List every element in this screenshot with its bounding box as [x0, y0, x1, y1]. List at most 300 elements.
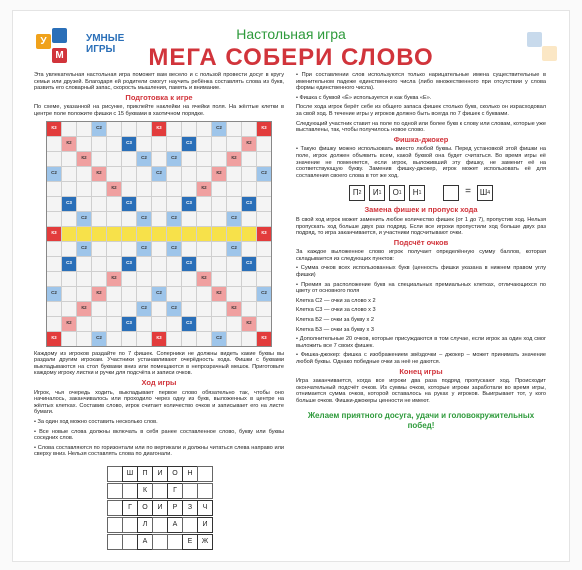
empty-slot [122, 517, 138, 533]
board-cell [227, 287, 241, 301]
tile-value: 2 [358, 190, 362, 197]
spacer [429, 185, 439, 201]
board-cell [107, 257, 121, 271]
board-cell [167, 317, 181, 331]
board-cell [197, 257, 211, 271]
bonus-cell-s2: С2 [227, 242, 241, 256]
empty-slot [107, 483, 123, 499]
board-cell [212, 317, 226, 331]
logo-cube-m: М [52, 48, 67, 63]
example-tile [349, 185, 365, 201]
board-cell [197, 242, 211, 256]
bonus-cell-k2: К2 [197, 272, 211, 286]
bonus-cell-k3: К3 [152, 122, 166, 136]
board-cell [152, 317, 166, 331]
board-cell [77, 182, 91, 196]
board-cell [197, 317, 211, 331]
letter-tile: Р [167, 500, 183, 516]
board-cell [107, 242, 121, 256]
center-cell [92, 227, 106, 241]
bonus-c2: Клетка С2 — очки за слово х 2 [296, 297, 376, 304]
board-cell [77, 137, 91, 151]
board-cell [107, 197, 121, 211]
bonus-cell-s3: С3 [182, 137, 196, 151]
letter-tile: А [167, 517, 183, 533]
example-tile [409, 185, 425, 201]
bonus-cell-k3: К3 [47, 332, 61, 346]
prep-heading: Подготовка к игре [125, 92, 193, 102]
board-cell [167, 287, 181, 301]
board-cell [197, 167, 211, 181]
board-cell [62, 332, 76, 346]
left-column [34, 72, 284, 550]
board-cell [122, 167, 136, 181]
board-cell [212, 212, 226, 226]
move-text: Игрок, чья очередь ходить, выкладывает первое слово обязательно так, чтобы оно начиналось, заканчивалось или проходило через одну из букв, выложенных в центре на жёлтых клетках. Составив слово, игрок считает количество очков и записывает его на листе бумаги. [34, 389, 284, 416]
bonus-cell-s3: С3 [62, 197, 76, 211]
board-cell [122, 212, 136, 226]
logo-cube-u: У [36, 34, 51, 49]
bonus-cell-s2: С2 [77, 242, 91, 256]
board-cell [47, 152, 61, 166]
board-cell [257, 182, 271, 196]
letter-tile: П [137, 466, 153, 482]
board-cell [182, 152, 196, 166]
board-cell [62, 287, 76, 301]
move-bullet-3: • Слова составляются по горизонтали или по вертикали и должны читаться слева направо или сверху вниз. Нельзя составлять слова по диагонали. [34, 444, 284, 458]
board-cell [227, 182, 241, 196]
board-cell [197, 197, 211, 211]
tile-letter: П [352, 188, 359, 198]
bonus-cell-s3: С3 [182, 317, 196, 331]
bonus-cell-s2: С2 [152, 287, 166, 301]
bonus-cell-k3: К3 [47, 227, 61, 241]
board-cell [227, 122, 241, 136]
bullet-text: За один ход можно составить несколько слов. [37, 418, 158, 425]
bonus-cell-s2: С2 [212, 122, 226, 136]
board-cell [107, 332, 121, 346]
board-cell [212, 182, 226, 196]
board-cell [257, 302, 271, 316]
board-cell [107, 122, 121, 136]
intro-text: Эта увлекательная настольная игра поможет вам весело и с пользой провести досуг в кругу семьи или друзей. Благодаря ей родители смогут научить ребёнка составлять слова из букв, развить его словарный запас, скорость мышления, память и внимание. [34, 72, 284, 92]
board-cell [212, 272, 226, 286]
center-cell [122, 227, 136, 241]
bonus-cell-k2: К2 [107, 182, 121, 196]
board-cell [242, 242, 256, 256]
board-cell [182, 287, 196, 301]
board-cell [137, 332, 151, 346]
game-board [46, 121, 272, 347]
board-cell [257, 257, 271, 271]
board-cell [77, 317, 91, 331]
letter-tile: Г [167, 483, 183, 499]
board-cell [257, 242, 271, 256]
board-cell [242, 152, 256, 166]
board-cell [197, 302, 211, 316]
tile-value: 1 [418, 190, 422, 197]
board-cell [242, 182, 256, 196]
board-cell [197, 287, 211, 301]
bonus-cell-s3: С3 [182, 197, 196, 211]
bonus-cell-s2: С2 [227, 212, 241, 226]
right-column [296, 72, 546, 431]
board-cell [47, 317, 61, 331]
bonus-cell-s2: С2 [137, 152, 151, 166]
closing-wish: Желаем приятного досуга, удачи и головокружительных побед! [307, 410, 535, 430]
score-item-text: Сумма очков всех использованных букв (ценность фишки указана в нижнем правом углу фишки) [296, 265, 546, 279]
empty-slot [107, 517, 123, 533]
bonus-cell-k2: К2 [197, 182, 211, 196]
board-cell [152, 302, 166, 316]
bonus-c3: Клетка С3 — очки за слово х 3 [296, 307, 376, 314]
board-cell [122, 152, 136, 166]
board-cell [77, 272, 91, 286]
board-cell [47, 272, 61, 286]
board-cell [152, 212, 166, 226]
bonus-cell-k3: К3 [257, 332, 271, 346]
move-bullet-1: • За один ход можно составить несколько слов. [34, 418, 158, 425]
board-cell [137, 197, 151, 211]
bonus-cell-s3: С3 [122, 317, 136, 331]
board-cell [47, 302, 61, 316]
center-cell [107, 227, 121, 241]
board-cell [167, 257, 181, 271]
bonus-cell-s2: С2 [137, 212, 151, 226]
bonus-cell-s3: С3 [242, 257, 256, 271]
board-cell [77, 122, 91, 136]
board-cell [212, 137, 226, 151]
bonus-cell-s2: С2 [167, 242, 181, 256]
empty-slot [152, 483, 168, 499]
board-cell [122, 242, 136, 256]
board-cell [257, 137, 271, 151]
empty-slot [182, 483, 198, 499]
bonus-cell-k2: К2 [107, 272, 121, 286]
empty-slot [182, 517, 198, 533]
center-cell [77, 227, 91, 241]
letter-tile: Ш [122, 466, 138, 482]
swap-heading: Замена фишек и пропуск хода [364, 205, 478, 215]
joker-result-tile [477, 185, 493, 201]
letter-tile: Г [122, 500, 138, 516]
board-cell [152, 197, 166, 211]
bonus-cell-s2: С2 [137, 302, 151, 316]
score-item-1: • Сумма очков всех использованных букв (ценность фишки указана в нижнем правом углу фишки) [296, 265, 546, 279]
letter-tile: Е [182, 534, 198, 550]
bullet-text: Все новые слова должны включать в себя ранее составленное слово, букву или буквы соседних слов. [34, 428, 284, 442]
board-cell [182, 302, 196, 316]
bonus-b2: Клетка Б2 — очки за букву х 2 [296, 317, 374, 324]
board-cell [212, 197, 226, 211]
board-cell [92, 302, 106, 316]
board-cell [137, 272, 151, 286]
center-cell [182, 227, 196, 241]
board-cell [242, 272, 256, 286]
joker-body: Такую фишку можно использовать вместо любой буквы. Перед установкой этой фишки на поле, игрок должен объявить всем, какой буквой она будет считаться. Во время игры её значение не поменяется, если игрок, выложивший эту фишку, не заменит её на соответствующую букву. Заменив фишку-джокер, игрок может использовать её для составления своего слова в тот же ход. [296, 146, 546, 179]
tile-letter: Н [412, 188, 419, 198]
board-cell [92, 257, 106, 271]
letter-tile: О [167, 466, 183, 482]
letter-tile: З [182, 500, 198, 516]
bonus-cell-s3: С3 [242, 197, 256, 211]
board-cell [242, 167, 256, 181]
bonus-cell-s2: С2 [47, 167, 61, 181]
score-item-text: Премия за расположение букв на специальных премиальных клетках, отличающихся по цвету от основного поля [296, 281, 547, 295]
board-cell [47, 212, 61, 226]
empty-slot [107, 534, 123, 550]
rule-2: • Фишка с буквой «Ё» используется и как буква «Е». [296, 94, 432, 101]
board-cell [167, 197, 181, 211]
score-item-4: • Фишка-джокер: фишка с изображением звёздочки – джокер – может принимать значение любой буквы. Однако победные очки за неё не даются. [296, 352, 546, 365]
board-cell [77, 257, 91, 271]
board-cell [227, 317, 241, 331]
tile-letter: О [392, 188, 399, 198]
bonus-cell-k3: К3 [47, 122, 61, 136]
board-cell [62, 182, 76, 196]
rule-text: Фишка с буквой «Ё» используется и как буква «Е». [299, 94, 432, 101]
board-cell [182, 167, 196, 181]
board-cell [167, 272, 181, 286]
board-cell [77, 287, 91, 301]
board-cell [137, 182, 151, 196]
board-cell [47, 197, 61, 211]
board-cell [137, 287, 151, 301]
board-cell [182, 122, 196, 136]
board-cell [197, 212, 211, 226]
move-heading: Ход игры [141, 377, 177, 387]
bonus-cell-s2: С2 [47, 287, 61, 301]
joker-text: • Такую фишку можно использовать вместо любой буквы. Перед установкой этой фишки на поле, игрок должен объявить всем, какой буквой она будет считаться. Во время игры её значение не поменяется, если игрок, выложивший эту фишку, не заменит её на соответствующую букву. Заменив фишку-джокер, игрок может использовать её для составления своего слова в тот же ход. [296, 146, 546, 179]
end-text: Игра заканчивается, когда все игроки два раза подряд пропускают ход. Происходит окончательный подсчёт очков. Из суммы очков, которые игроки заработали во время игры, отнимается сумма очков, которой оставалось на руках у игроков. Выигрывает тот, у кого больше очков. Фишки-джокеры ценности не имеют. [296, 378, 546, 404]
board-cell [77, 197, 91, 211]
bonus-cell-k2: К2 [92, 167, 106, 181]
rule-3: После хода игрок берёт себе из общего запаса фишек столько букв, сколько он израсходовал за свой ход. В течение игры у игроков должно быть всегда по 7 фишек с буквами. [296, 104, 546, 117]
game-title: МЕГА СОБЕРИ СЛОВО [148, 44, 434, 71]
score-heading: Подсчёт очков [393, 237, 449, 247]
board-cell [122, 182, 136, 196]
board-cell [167, 137, 181, 151]
letter-tile: Л [137, 517, 153, 533]
bonus-cell-s3: С3 [122, 197, 136, 211]
tile-value: 4 [487, 190, 490, 197]
center-cell [167, 227, 181, 241]
bonus-cell-s2: С2 [167, 302, 181, 316]
bonus-cell-k2: К2 [227, 152, 241, 166]
board-cell [107, 287, 121, 301]
example-tile [389, 185, 405, 201]
after-board-text: Каждому из игроков раздайте по 7 фишек. Соперники не должны видеть какие буквы вы раздали другим игрокам. Участники устанавливают очерёдность хода. Фишки с буквами выкладываются на стол буквами вниз или помещаются в непрозрачный мешок. Приготовьте каждому игроку листки и ручки для подсчёта и записи очков. [34, 350, 284, 377]
board-cell [107, 152, 121, 166]
board-cell [242, 122, 256, 136]
empty-slot [197, 483, 213, 499]
bonus-cell-k2: К2 [77, 302, 91, 316]
board-cell [107, 317, 121, 331]
board-cell [257, 197, 271, 211]
letter-tile: И [152, 466, 168, 482]
joker-heading: Фишка-джокер [393, 134, 449, 144]
rule-4: Следующий участник ставит на поле по одной или более букв к слову или словам, которые уже выставлены, так, чтобы получилось новое слово. [296, 120, 546, 134]
board-cell [152, 272, 166, 286]
bonus-cell-s2: С2 [167, 152, 181, 166]
bonus-cell-k2: К2 [212, 287, 226, 301]
board-cell [62, 122, 76, 136]
board-cell [122, 122, 136, 136]
end-heading: Конец игры [399, 366, 443, 376]
board-cell [182, 182, 196, 196]
center-cell [242, 227, 256, 241]
board-cell [92, 242, 106, 256]
board-cell [227, 167, 241, 181]
board-cell [167, 167, 181, 181]
bonus-cell-k2: К2 [242, 137, 256, 151]
bonus-cell-k2: К2 [212, 167, 226, 181]
bonus-cell-k2: К2 [62, 317, 76, 331]
board-cell [257, 272, 271, 286]
board-cell [167, 332, 181, 346]
empty-slot [107, 466, 123, 482]
board-cell [152, 152, 166, 166]
score-item-text: Фишка-джокер: фишка с изображением звёздочки – джокер – может принимать значение любой буквы. Однако победные очки за неё не даются. [296, 352, 546, 365]
bonus-cell-s2: С2 [257, 287, 271, 301]
board-cell [47, 137, 61, 151]
board-cell [92, 152, 106, 166]
example-tile [369, 185, 385, 201]
logo-line1: УМНЫЕ [86, 33, 125, 44]
board-cell [242, 212, 256, 226]
bonus-cell-s2: С2 [152, 167, 166, 181]
bonus-cell-k2: К2 [62, 137, 76, 151]
rule-1: • При составлении слов используются только нарицательные имена существительные в именительном падеже единственного числа (либо множественного при отсутствии у слова формы единственного числа). [296, 72, 547, 92]
board-cell [62, 272, 76, 286]
board-cell [197, 137, 211, 151]
board-cell [92, 197, 106, 211]
game-subtitle: Настольная игра [236, 26, 346, 42]
board-cell [212, 302, 226, 316]
board-cell [47, 182, 61, 196]
board-cell [62, 242, 76, 256]
board-cell [182, 242, 196, 256]
board-cell [152, 137, 166, 151]
board-cell [257, 212, 271, 226]
bonus-cell-s2: С2 [92, 332, 106, 346]
board-cell [152, 182, 166, 196]
board-cell [62, 152, 76, 166]
equals-sign: = [465, 186, 471, 198]
empty-slot [152, 517, 168, 533]
board-cell [197, 332, 211, 346]
board-cell [152, 242, 166, 256]
letter-tile: Ч [197, 500, 213, 516]
board-cell [122, 332, 136, 346]
board-cell [167, 182, 181, 196]
bonus-cell-k3: К3 [152, 332, 166, 346]
board-cell [137, 167, 151, 181]
center-cell [62, 227, 76, 241]
board-cell [77, 332, 91, 346]
board-cell [242, 287, 256, 301]
bonus-cell-k2: К2 [227, 302, 241, 316]
board-cell [182, 212, 196, 226]
bonus-cell-s2: С2 [257, 167, 271, 181]
board-cell [227, 197, 241, 211]
board-cell [137, 122, 151, 136]
swap-text: В свой ход игрок может заменить любое количество фишек (от 1 до 7), пропустив ход. Нельзя пропускать ход больше двух раз подряд. Если все игроки пропустили ход больше двух раз подряд, то игра заканчивается, и участники подсчитывают очки. [296, 216, 546, 237]
bonus-cell-s2: С2 [212, 332, 226, 346]
board-cell [242, 332, 256, 346]
board-cell [137, 137, 151, 151]
board-cell [242, 302, 256, 316]
score-item-text: Дополнительные 20 очков, которые присуждаются в том случае, если игрок за один ход смог выложить все 7 своих фишек. [296, 336, 546, 349]
board-cell [77, 167, 91, 181]
bonus-cell-s3: С3 [122, 137, 136, 151]
joker-example [296, 185, 546, 201]
tile-value: 1 [378, 190, 382, 197]
empty-slot [122, 534, 138, 550]
board-cell [182, 332, 196, 346]
bonus-cell-s2: С2 [167, 212, 181, 226]
prep-text: По схеме, указанной на рисунке, приклейте наклейки на ячейки поля. На жёлтые клетки в центре поле положите фишки с 15 буквами в хаотичном порядке. [34, 104, 284, 117]
center-cell [137, 227, 151, 241]
joker-blank-tile [443, 185, 459, 201]
letter-tile: И [197, 517, 213, 533]
empty-slot [122, 483, 138, 499]
board-cell [197, 152, 211, 166]
board-cell [212, 152, 226, 166]
board-cell [122, 272, 136, 286]
bonus-cell-k3: К3 [257, 227, 271, 241]
letter-tile: Н [182, 466, 198, 482]
bonus-cell-k2: К2 [77, 152, 91, 166]
tile-value: 1 [398, 190, 402, 197]
tile-letter: Ш [479, 188, 488, 198]
board-cell [107, 137, 121, 151]
bonus-cell-s3: С3 [122, 257, 136, 271]
board-cell [227, 137, 241, 151]
board-cell [107, 212, 121, 226]
bonus-b3: Клетка Б3 — очки за букву х 3 [296, 326, 374, 333]
rule-text: При составлении слов используются только нарицательные имена существительные в именительном падеже единственного числа (либо множественного при отсутствии у слова формы единственного числа). [296, 72, 547, 92]
board-cell [227, 332, 241, 346]
board-cell [152, 257, 166, 271]
board-cell [92, 137, 106, 151]
bonus-cell-s2: С2 [92, 122, 106, 136]
empty-slot [107, 500, 123, 516]
board-cell [257, 317, 271, 331]
example-word-grid [107, 466, 211, 550]
board-cell [227, 257, 241, 271]
board-cell [107, 167, 121, 181]
board-cell [122, 302, 136, 316]
bonus-cell-s3: С3 [62, 257, 76, 271]
bonus-cell-k3: К3 [257, 122, 271, 136]
tile-letter: И [372, 188, 379, 198]
board-cell [62, 212, 76, 226]
empty-slot [197, 466, 213, 482]
empty-slot [167, 534, 183, 550]
board-cell [137, 317, 151, 331]
letter-tile: А [137, 534, 153, 550]
bullet-text: Слова составляются по горизонтали или по вертикали и должны читаться слева направо или сверху вниз. Нельзя составлять слова по диагонали. [34, 444, 284, 458]
letter-tile: О [137, 500, 153, 516]
board-cell [62, 167, 76, 181]
board-cell [47, 242, 61, 256]
board-cell [182, 272, 196, 286]
board-cell [197, 122, 211, 136]
board-cell [122, 287, 136, 301]
letter-tile: К [137, 483, 153, 499]
center-cell [212, 227, 226, 241]
